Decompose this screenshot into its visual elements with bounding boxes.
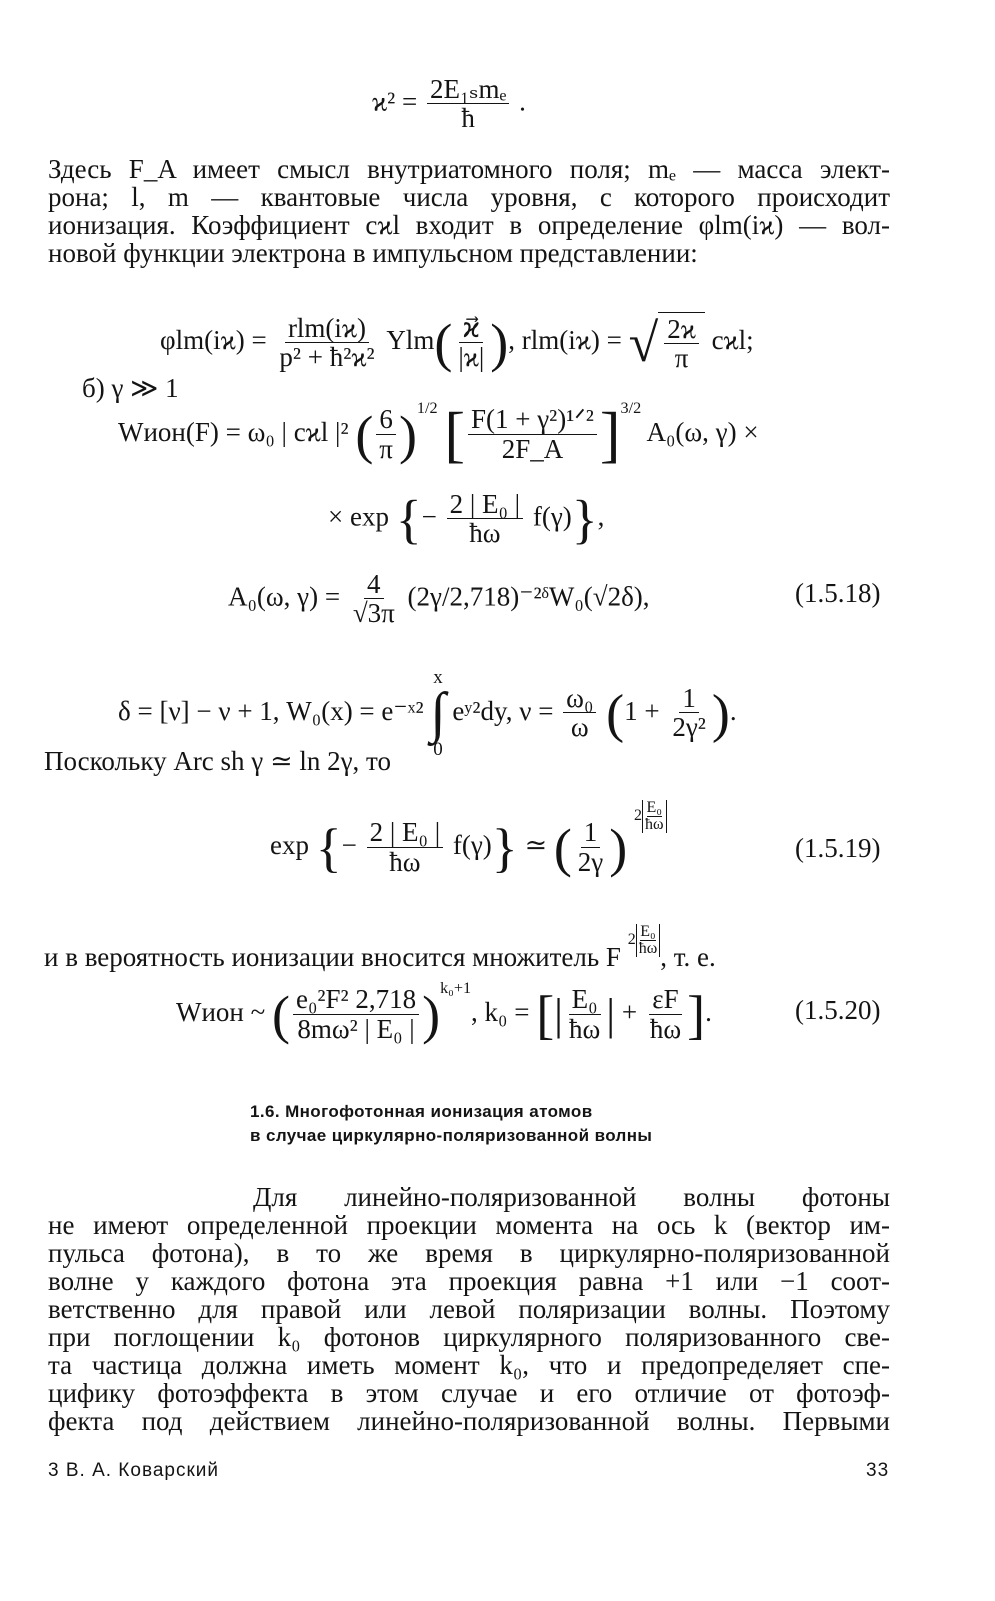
- case-label: б) γ ≫ 1: [82, 373, 179, 403]
- equation-a0: A₀(ω, γ) = $\frac{4}{√3\pi}$ (2γ/2,718)⁻²ᵟW₀(√2δ),: [228, 569, 650, 629]
- footer-author: 3 В. А. Коварский: [48, 1460, 219, 1481]
- paragraph-definitions: Здесь F_A имеет смысл внутриатомного поля; mₑ — масса элект- рона; l, m — квантовые числа уровня, с которого происходит ионизация. Коэффициент cϰl входит в определение φlm(iϰ) — вол- новой функции электрона в импульсном представлении:: [48, 154, 890, 268]
- equation-kappa: ϰ² = $\frac{\text{2E₁ₛmₑ}}{ħ}$ .: [372, 74, 526, 134]
- equation-w: Wион(F) = ω₀ | cϰl |² ( $\frac{6}{\pi}$ )$^{1/2}$ [ $\frac{\text{F(1 + γ²)¹ᐟ²}}{2F\_A}$ ]$^{3/2}$ A₀(ω, γ) ×: [118, 399, 759, 469]
- page-number: 33: [866, 1460, 890, 1481]
- equation-number: (1.5.18): [795, 578, 881, 608]
- equation-number: (1.5.20): [795, 995, 881, 1025]
- paragraph-circular-polarization: Для линейно-поляризованной волны фотоны не имеют определенной проекции момента на ось k (вектор им- пульса фотона), в то же время в циркулярно-поляризованной волне у каждого фотона эта проекция равна +1 или −1 соот- ветственно для правой или левой поляризации волны. Поэтому при поглощении k₀ фотонов циркулярного поляризованного све- та частица должна иметь момент k₀, что и предопределяет спе- цифику фотоэффекта в этом случае и его отличие от фотоэф- фекта под действием линейно-поляризованной волны. Первыми: [48, 1182, 890, 1436]
- text-line-since: Поскольку Arc sh γ ≃ ln 2γ, то: [44, 746, 391, 776]
- section-heading-line-2: в случае циркулярно-поляризованной волны: [250, 1126, 653, 1145]
- equation-exp: × exp {− $\frac{\text{2 | E₀ |}}{ħ\omega}$ f(γ)},: [328, 489, 605, 550]
- equation-w-ion: Wион ~ ( $\frac{\text{e₀²F² 2,718}}{\text{8mω² | E₀ |}}$ )$^{k_0+1}$, k₀ = [| $\frac{\text{E₀}}{ħ\omega}$ | + $\frac{\varepsilon F}{ħ\omega}$ ].: [176, 979, 712, 1045]
- text-line-factor: и в вероятность ионизации вносится множитель F 2 $\frac{\text{E₀}}{ħ\omega}$ , т. е.: [44, 923, 716, 973]
- section-heading-line-1: 1.6. Многофотонная ионизация атомов: [250, 1102, 593, 1121]
- equation-exp-approx: exp {− $\frac{\text{2 | E₀ |}}{ħ\omega}$ f(γ)} ≃ ( $\frac{1}{2\gamma}$ ) 2 $\frac{\text{E₀}}{ħ\omega}$: [270, 800, 667, 877]
- equation-number: (1.5.19): [795, 833, 881, 863]
- equation-delta: δ = [ν] − ν + 1, W₀(x) = e⁻ˣ² x ∫ 0 eʸ²dy, ν = $\frac{\text{ω₀}}{\omega}$ (1 + $\frac{1}{\text{2γ²}}$ ).: [118, 667, 737, 761]
- equation-phi: φlm(iϰ) = $\frac{\text{rlm(iϰ)}}{\text{p² + ħ²ϰ²}}$ Ylm( $\frac{ϰ⃗}{|ϰ|}$ ), rlm(iϰ) = √ $\frac{2ϰ}{\pi}$ cϰl;: [160, 312, 754, 374]
